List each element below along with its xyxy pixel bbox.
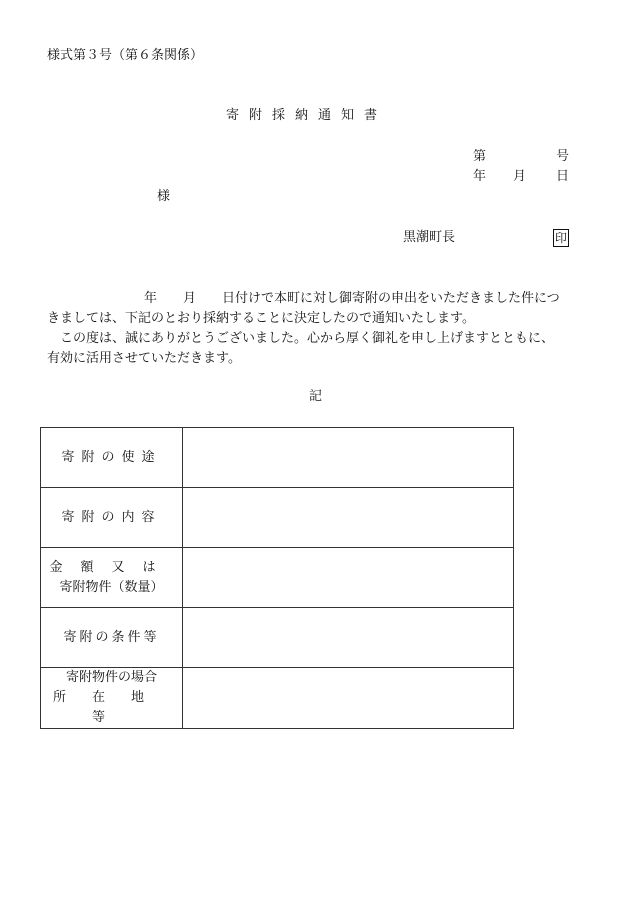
date-year-label: 年	[473, 169, 487, 184]
date-day-label: 日	[556, 169, 570, 184]
label-conditions: 寄附の条件等	[63, 629, 160, 645]
label-amount-line2: 寄附物件（数量）	[59, 579, 164, 595]
row-label	[41, 488, 183, 548]
row-value	[183, 608, 514, 668]
label-location-line1: 寄附物件の場合	[65, 670, 157, 685]
row-value	[183, 668, 514, 729]
body-text-line-3: この度は、誠にありがとうございました。心から厚く御礼を申し上げますとともに、	[60, 331, 555, 346]
row-label	[41, 608, 183, 668]
document-number-suffix: 号	[556, 149, 570, 164]
ki-heading: 記	[309, 389, 323, 404]
row-value	[183, 428, 514, 488]
row-value	[183, 488, 514, 548]
label-location-line2: 所在地等	[52, 690, 170, 725]
document-title: 寄附採納通知書	[226, 108, 388, 123]
row-value	[183, 548, 514, 608]
document-number-prefix: 第	[473, 149, 487, 164]
label-amount-line1: 金額又は	[49, 559, 174, 575]
date-month-label: 月	[513, 169, 527, 184]
row-label	[41, 668, 183, 729]
body-text-line-2: きましては、下記のとおり採納することに決定したので通知いたします。	[47, 311, 475, 326]
form-number: 様式第３号（第６条関係）	[47, 48, 204, 63]
label-usage: 寄附の使途	[61, 449, 162, 465]
table-row	[41, 488, 514, 548]
detail-table	[40, 427, 514, 729]
addressee-honorific: 様	[157, 189, 171, 204]
label-contents: 寄附の内容	[61, 509, 162, 525]
table-row	[41, 608, 514, 668]
seal-mark: 印	[554, 231, 567, 245]
body-text-line-4: 有効に活用させていただきます。	[47, 351, 241, 366]
table-row	[41, 668, 514, 729]
table-row	[41, 428, 514, 488]
issuer-name: 黒潮町長	[403, 230, 456, 245]
table-row	[41, 548, 514, 608]
body-text-line-1: 年 月 日付けで本町に対し御寄附の申出をいただきました件につ	[144, 291, 560, 306]
row-label	[41, 548, 183, 608]
row-label	[41, 428, 183, 488]
